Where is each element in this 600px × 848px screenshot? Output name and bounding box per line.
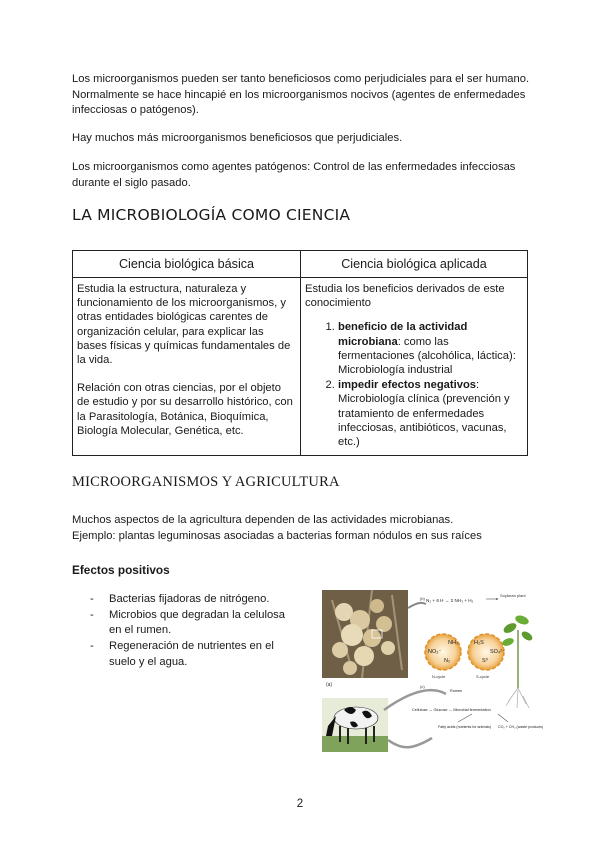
root-nodules-photo (322, 590, 408, 688)
svg-text:SO₄²⁻: SO₄²⁻ (490, 649, 505, 655)
figure-label-b: (b) (420, 596, 425, 601)
svg-text:S-cycle: S-cycle (476, 674, 490, 679)
list-item-text: : Microbiología clínica (prevención y tratamiento de enfermedades infecciosas, antibióticos, vacunas, etc.) (338, 379, 510, 449)
table-row (73, 278, 528, 456)
basic-relations: Relación con otras ciencias, por el objeto de estudio y por su desarrollo histórico, con la Parasitología, Botánica, Bioquímica, Biología Molecular, Genética, etc. (77, 382, 293, 437)
fatty-acids-label: Fatty acids (nutrients for animals) (438, 725, 492, 729)
co2-ch4-label: CO₂ + CH₄ (waste products) (498, 725, 544, 729)
list-item: - Bacterias fijadoras de nitrógeno. (90, 592, 290, 608)
basic-description: Estudia la estructura, naturaleza y funcionamiento de los microorganismos, y otras entidades biológicas carentes de organización celular, para explicar las bases físicas y químicas fundamentales de la vida. (77, 283, 291, 367)
agri-paragraph-2: Ejemplo: plantas leguminosas asociadas a bacterias forman nódulos en sus raíces (72, 530, 482, 542)
table-header-row (73, 251, 528, 278)
list-item: - Regeneración de nutrientes en el suelo y el agua. (90, 639, 290, 670)
sulfur-cycle-diagram (468, 634, 505, 679)
nitrogen-equation: N₂ + 6 H → 2 NH₃ + H₂ (426, 598, 474, 603)
applied-intro: Estudia los beneficios derivados de este conocimiento (305, 283, 505, 310)
applied-list (305, 320, 523, 449)
figure-label-a: (a) (326, 682, 333, 688)
svg-text:S⁰: S⁰ (482, 658, 488, 664)
svg-text:NO₃⁻: NO₃⁻ (428, 649, 442, 655)
list-item: - Microbios que degradan la celulosa en el rumen. (90, 608, 290, 639)
table-header-applied: Ciencia biológica aplicada (301, 251, 528, 278)
svg-text:H₂S: H₂S (474, 640, 484, 646)
list-item (338, 378, 523, 449)
section-heading-agricultura: MICROORGANISMOS Y AGRICULTURA (72, 474, 340, 490)
table-cell-basic (73, 278, 301, 456)
cellulose-chain: Cellulose → Glucose → Microbial fermentation (412, 708, 491, 712)
svg-text:N₂: N₂ (444, 658, 451, 664)
svg-text:NH₃: NH₃ (448, 640, 459, 646)
table-cell-applied (301, 278, 528, 456)
arrow-icon (408, 603, 426, 608)
comparison-table (72, 250, 528, 456)
list-item-bold: beneficio de la actividad microbiana (338, 321, 468, 348)
list-item-text: : como las fermentaciones (alcohólica, láctica): Microbiología industrial (338, 335, 516, 377)
nitrogen-cycle-diagram (425, 634, 461, 679)
section-heading-microbiologia: LA MICROBIOLOGÍA COMO CIENCIA (72, 206, 351, 224)
rumen-label: Rumen (450, 689, 463, 693)
soybean-plant-illustration (501, 614, 534, 708)
intro-paragraph-1: Los microorganismos pueden ser tanto beneficiosos como perjudiciales para el ser humano. Normalmente se hace hincapié en los microorganismos nocivos (agentes de enfermedades infecciosas o patógenos). (72, 73, 530, 116)
agriculture-figure (322, 590, 544, 752)
agri-paragraph-1: Muchos aspectos de la agricultura dependen de las actividades microbianas. (72, 514, 454, 526)
intro-paragraph-2: Hay muchos más microorganismos beneficiosos que perjudiciales. (72, 132, 403, 144)
figure-label-c: (c) (420, 684, 425, 689)
intro-paragraph-3: Los microorganismos como agentes patógenos: Control de las enfermedades infecciosas durante el siglo pasado. (72, 161, 516, 189)
soybean-label: Soybean plant (500, 593, 526, 598)
list-item-bold: impedir efectos negativos (338, 379, 477, 392)
cow-illustration (322, 698, 388, 752)
subheading-positive-effects: Efectos positivos (72, 563, 170, 577)
page-number: 2 (296, 798, 304, 810)
positive-effects-list (90, 592, 290, 671)
svg-text:N-cycle: N-cycle (432, 674, 446, 679)
table-header-basic: Ciencia biológica básica (73, 251, 301, 278)
list-item (338, 320, 523, 377)
